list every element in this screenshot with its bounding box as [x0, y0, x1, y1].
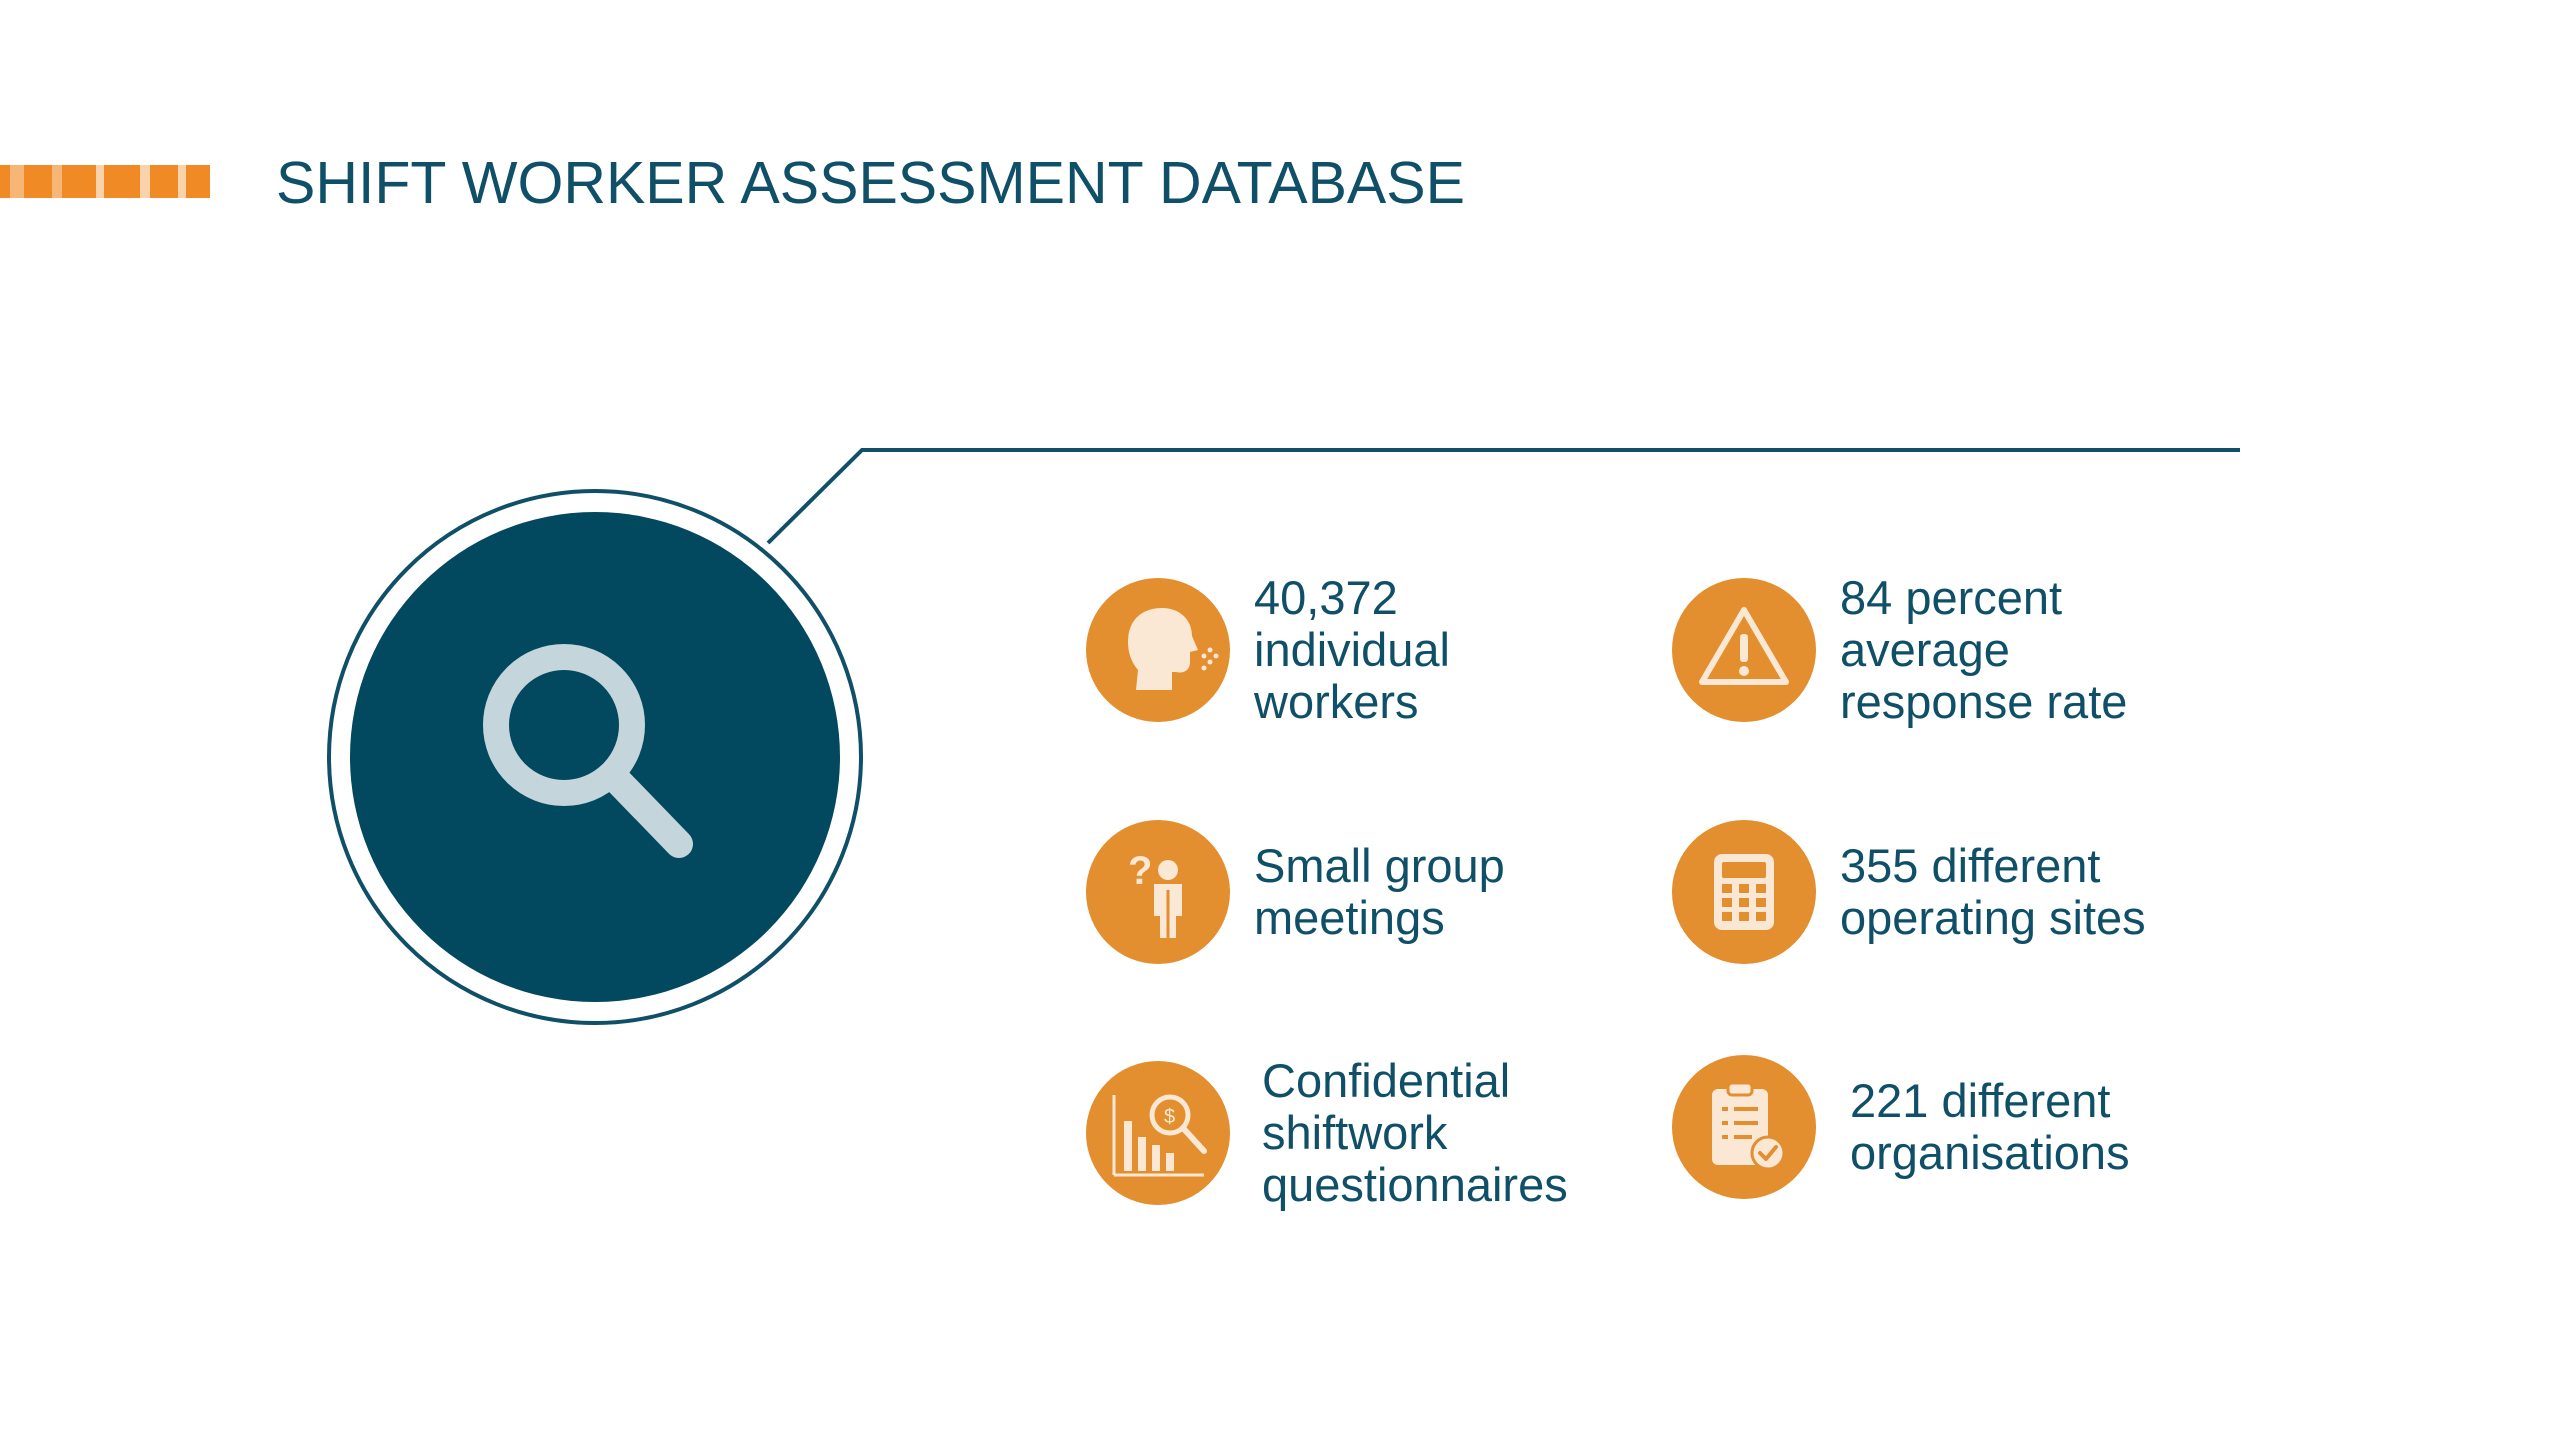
- svg-text:$: $: [1164, 1106, 1176, 1128]
- stat-response-rate: [1672, 572, 2127, 728]
- page-title: SHIFT WORKER ASSESSMENT DATABASE: [276, 150, 1465, 216]
- svg-text:?: ?: [1128, 849, 1153, 893]
- stat-individual-workers: [1086, 572, 1450, 728]
- accent-stripe-bar: [0, 165, 210, 198]
- stat-label: 355 different operating sites: [1840, 839, 2146, 944]
- stat-label: Small group meetings: [1254, 839, 1505, 944]
- stat-operating-sites: [1672, 820, 2146, 964]
- warning-triangle-icon: [1672, 578, 1816, 722]
- stat-confidential-questionnaires: [1086, 1055, 1568, 1211]
- calculator-icon: [1672, 820, 1816, 964]
- stat-label: 84 percent average response rate: [1840, 571, 2128, 728]
- head-speaking-icon: [1086, 578, 1230, 722]
- stat-small-group-meetings: [1086, 820, 1505, 964]
- stat-label: 40,372 individual workers: [1254, 571, 1450, 728]
- clipboard-check-icon: [1672, 1055, 1816, 1199]
- stat-label: Confidential shiftwork questionnaires: [1262, 1054, 1568, 1211]
- question-person-icon: [1086, 820, 1230, 964]
- hero-search-emblem: [326, 488, 864, 1026]
- stat-label: 221 different organisations: [1850, 1074, 2130, 1179]
- stat-organisations: [1672, 1055, 2130, 1199]
- chart-search-icon: [1086, 1061, 1230, 1205]
